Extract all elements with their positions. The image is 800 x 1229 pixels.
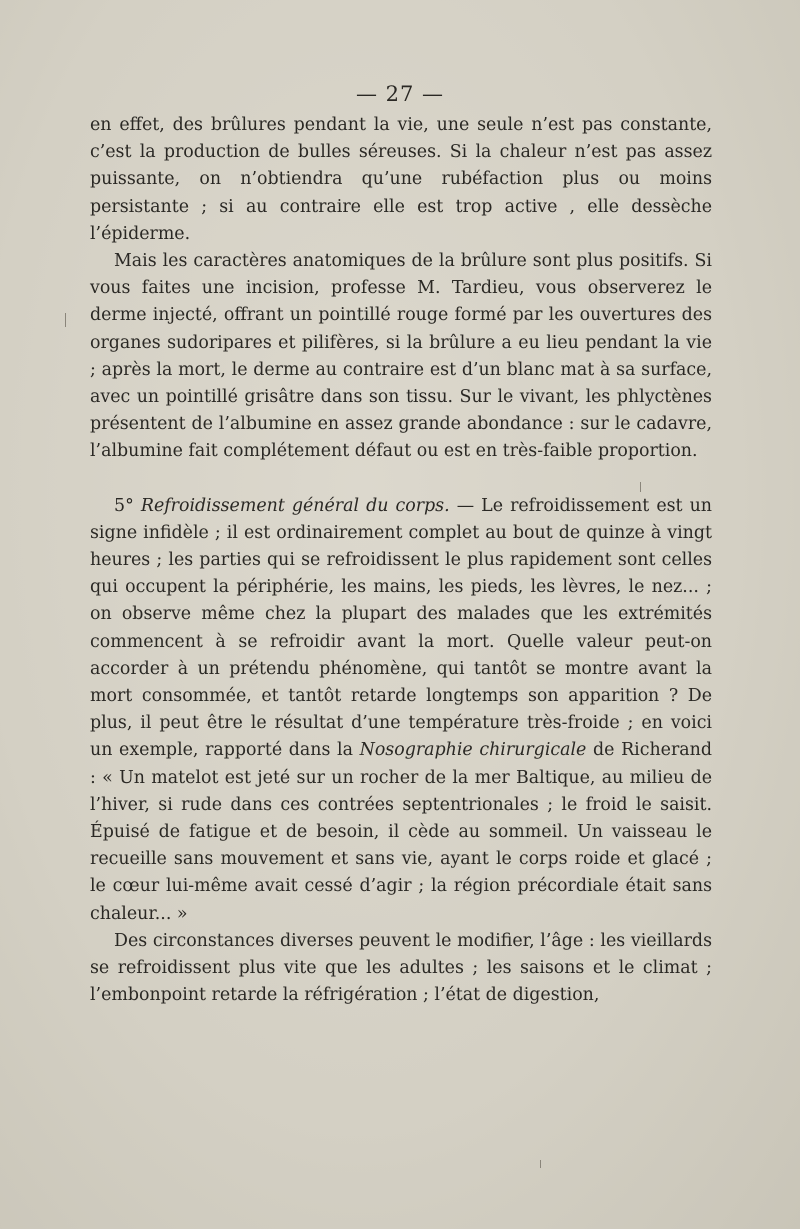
- section-heading: Refroidissement général du corps.: [140, 495, 450, 516]
- paper-speck: [640, 482, 641, 492]
- book-citation: Nosographie chirurgicale: [359, 740, 587, 761]
- section-paragraph: [90, 493, 712, 928]
- paper-speck: [540, 1160, 541, 1168]
- page-number: — 27 —: [355, 82, 445, 106]
- paragraph-2: Mais les caractères anatomiques de la brûlure sont plus positifs. Si vous faites une incision, professe M. Tardieu, vous observerez le derme injecté, offrant un pointillé rouge formé par les ouvertures des organes sudoripares et pilifères, si la brûlure a eu lieu pendant la vie ; après la mort, le derme au contraire est d’un blanc mat à sa surface, avec un pointillé grisâtre dans son tissu. Sur le vivant, les phlyctènes présentent de l’albumine en assez grande abondance : sur le cadavre, l’albumine fait complétement défaut ou est en très-faible proportion.: [90, 251, 712, 462]
- paragraph-1: en effet, des brûlures pendant la vie, une seule n’est pas constante, c’est la production de bulles séreuses. Si la chaleur n’est pas assez puissante, on n’obtiendra qu’une rubéfaction plus ou moins persistante ; si au contraire elle est trop active , elle dessèche l’épiderme.: [90, 115, 712, 244]
- paragraph-last: Des circonstances diverses peuvent le modifier, l’âge : les vieillards se refroidissent plus vite que les adultes ; les saisons et le climat ; l’embonpoint retarde la réfrigération ; l’état de digestion,: [90, 930, 712, 1006]
- section-number: 5°: [114, 495, 134, 516]
- section-body-2: de Richerand : « Un matelot est jeté sur un rocher de la mer Baltique, au milieu de l’hiver, si rude dans ces contrées septentrionales ; le froid le saisit. Épuisé de fatigue et de besoin, il cède au sommeil. Un vaisseau le recueille sans mouvement et sans vie, ayant le corps roide et glacé ; le cœur lui-même avait cessé d’agir ; la région précordiale était sans chaleur... »: [90, 740, 712, 924]
- section-body-1: — Le refroidissement est un signe infidèle ; il est ordinairement complet au bout de quinze à vingt heures ; les parties qui se refroidissent le plus rapidement sont celles qui occupent la périphérie, les mains, les pieds, les lèvres, le nez... ; on observe même chez la plupart des malades que les extrémités commencent à se refroidir avant la mort. Quelle valeur peut-on accorder à un prétendu phénomène, qui tantôt se montre avant la mort consommée, et tantôt retarde longtemps son apparition ? De plus, il peut être le résultat d’une température très-froide ; en voici un exemple, rapporté dans la: [90, 495, 712, 761]
- body-text: [90, 112, 712, 1010]
- paper-speck: [65, 313, 66, 327]
